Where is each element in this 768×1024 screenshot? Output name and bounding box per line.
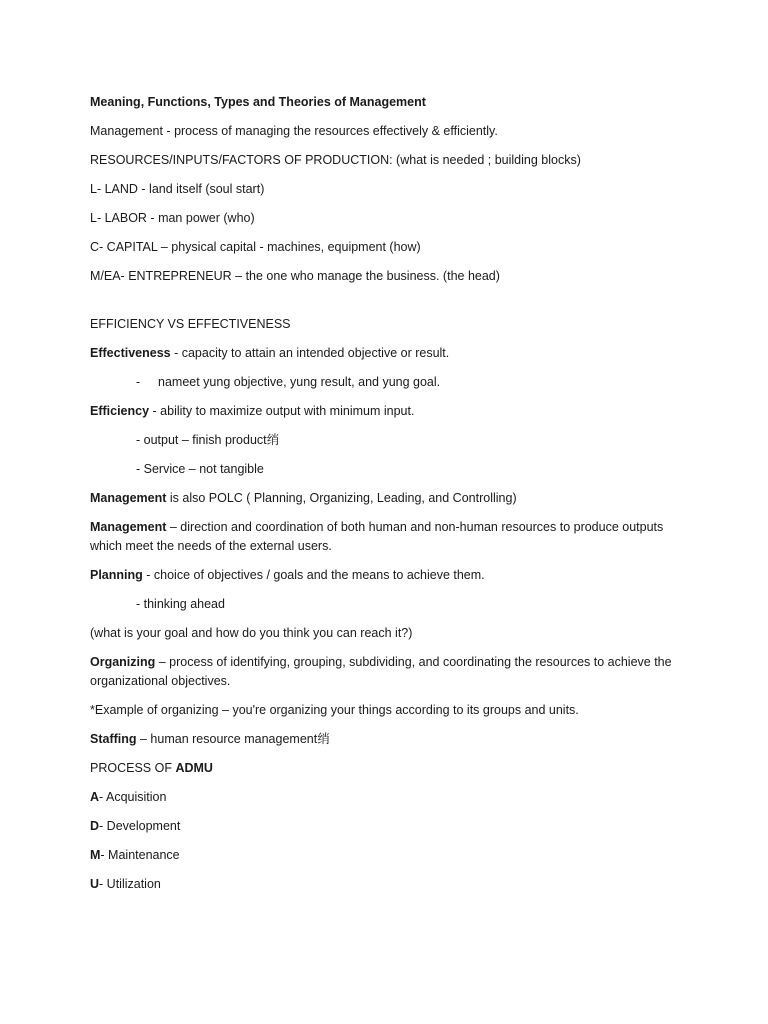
efficiency-term: Efficiency bbox=[90, 404, 150, 418]
resource-land: L- LAND - land itself (soul start) bbox=[90, 182, 265, 196]
organizing-line bbox=[90, 653, 690, 691]
planning-term: Planning bbox=[90, 568, 143, 582]
service-line: - Service – not tangible bbox=[136, 462, 264, 476]
document-title: Meaning, Functions, Types and Theories of Management bbox=[90, 95, 426, 109]
admu-item bbox=[90, 788, 690, 807]
admu-letter: A bbox=[90, 790, 100, 804]
resource-entrepreneur: M/EA- ENTREPRENEUR – the one who manage the business. (the head) bbox=[90, 269, 500, 283]
admu-text: - Development bbox=[99, 819, 181, 833]
goal-question: (what is your goal and how do you think you can reach it?) bbox=[90, 626, 413, 640]
admu-item bbox=[90, 846, 690, 865]
polc-line bbox=[90, 489, 690, 508]
admu-letter: M bbox=[90, 848, 101, 862]
organizing-term: Organizing bbox=[90, 655, 156, 669]
process-prefix: PROCESS OF bbox=[90, 761, 176, 775]
bullet-dash: - bbox=[136, 375, 141, 389]
organizing-definition: – process of identifying, grouping, subdividing, and coordinating the resources to achieve the organizational objectives. bbox=[90, 655, 672, 688]
thinking-ahead-line: - thinking ahead bbox=[136, 597, 225, 611]
effectiveness-definition: - capacity to attain an intended objective or result. bbox=[170, 346, 450, 360]
output-line: - output – finish product绡 bbox=[136, 433, 280, 447]
resource-capital: C- CAPITAL – physical capital - machines, equipment (how) bbox=[90, 240, 421, 254]
polc-definition: is also POLC ( Planning, Organizing, Leading, and Controlling) bbox=[166, 491, 517, 505]
process-term: ADMU bbox=[175, 761, 213, 775]
admu-text: - Utilization bbox=[99, 877, 161, 891]
admu-item bbox=[90, 817, 690, 836]
staffing-definition: – human resource management绡 bbox=[136, 732, 330, 746]
management-coordination-definition: – direction and coordination of both human and non-human resources to produce outputs which meet the needs of the external users. bbox=[90, 520, 664, 553]
efficiency-heading: EFFICIENCY VS EFFECTIVENESS bbox=[90, 317, 291, 331]
planning-line bbox=[90, 566, 690, 585]
efficiency-line bbox=[90, 402, 690, 421]
management-coordination-term: Management bbox=[90, 520, 167, 534]
staffing-term: Staffing bbox=[90, 732, 137, 746]
document-body bbox=[90, 93, 690, 904]
admu-item bbox=[90, 875, 690, 894]
admu-text: - Acquisition bbox=[99, 790, 167, 804]
resource-labor: L- LABOR - man power (who) bbox=[90, 211, 255, 225]
admu-letter: D bbox=[90, 819, 100, 833]
effectiveness-line bbox=[90, 344, 690, 363]
admu-text: - Maintenance bbox=[100, 848, 180, 862]
efficiency-definition: - ability to maximize output with minimum input. bbox=[149, 404, 415, 418]
admu-letter: U bbox=[90, 877, 100, 891]
effectiveness-bullet: nameet yung objective, yung result, and yung goal. bbox=[158, 375, 441, 389]
effectiveness-bullet-line bbox=[90, 373, 690, 392]
staffing-line bbox=[90, 730, 690, 749]
planning-definition: - choice of objectives / goals and the means to achieve them. bbox=[142, 568, 485, 582]
spacer bbox=[90, 296, 690, 315]
management-definition: Management - process of managing the resources effectively & efficiently. bbox=[90, 124, 498, 138]
management-coordination-line bbox=[90, 518, 690, 556]
effectiveness-term: Effectiveness bbox=[90, 346, 171, 360]
organizing-example: *Example of organizing – you're organizing your things according to its groups and units. bbox=[90, 703, 579, 717]
resources-heading: RESOURCES/INPUTS/FACTORS OF PRODUCTION: (what is needed ; building blocks) bbox=[90, 153, 581, 167]
polc-term: Management bbox=[90, 491, 167, 505]
process-heading bbox=[90, 759, 690, 778]
